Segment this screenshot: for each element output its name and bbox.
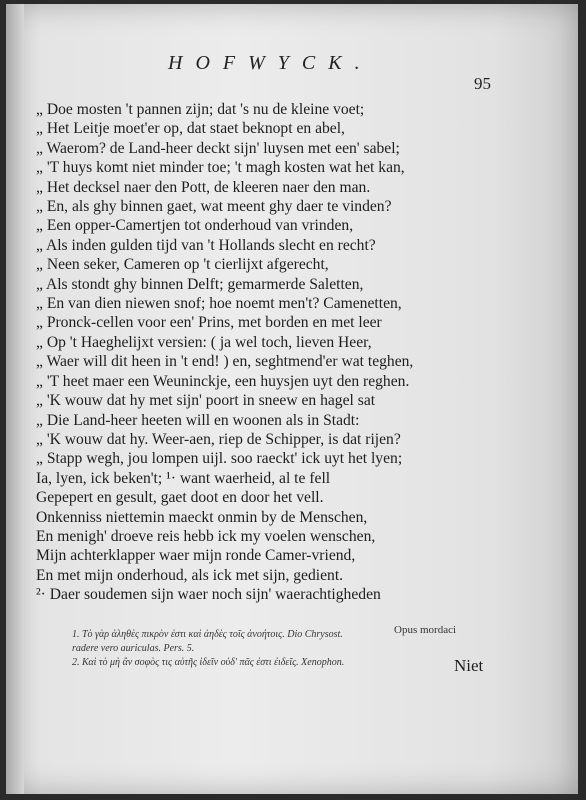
verse-line: „ Op 't Haeghelijxt versien: ( ja wel toch, lieven Heer, <box>36 333 372 351</box>
footnote: 1. Τὸ γὰρ ἀληθὲς πικρὸν ἐστι καὶ ἀηδὲς τοῖς ἀνοήτοις. Dio Chrysost. <box>72 629 343 640</box>
page-gutter-shadow <box>6 4 24 794</box>
verse-line: „ Stapp wegh, jou lompen uijl. soo raeckt' ick uyt het lyen; <box>36 450 403 468</box>
verse-line: „ Een opper-Camertjen tot onderhoud van vrinden, <box>36 217 354 235</box>
poem-text <box>36 100 506 605</box>
verse-line: En met mijn onderhoud, als ick met sijn, gedient. <box>36 566 344 584</box>
verse-line: „ Als inden gulden tijd van 't Hollands slecht en recht? <box>36 236 376 254</box>
verse-line: „ En, als ghy binnen gaet, wat meent ghy daer te vinden? <box>36 198 392 216</box>
book-page <box>6 4 578 794</box>
verse-line: „ Het Leitje moet'er op, dat staet beknopt en abel, <box>36 120 345 138</box>
verse-line: „ Waerom? de Land-heer deckt sijn' luysen met een' sabel; <box>36 139 400 157</box>
verse-line: „ Die Land-heer heeten will en woonen als in Stadt: <box>36 411 360 429</box>
verse-line: „ Neen seker, Cameren op 't cierlijxt afgerecht, <box>36 256 329 274</box>
footnote: radere vero auriculas. Pers. 5. <box>72 643 195 654</box>
verse-line: Gepepert en gesult, gaet doot en door het vell. <box>36 489 324 507</box>
verse-line: „ Pronck-cellen voor een' Prins, met borden en met leer <box>36 314 382 332</box>
catchword: Niet <box>454 656 484 675</box>
verse-line: „ Als stondt ghy binnen Delft; gemarmerde Saletten, <box>36 275 364 293</box>
verse-line: Mijn achterklapper waer mijn ronde Camer-vriend, <box>36 547 356 565</box>
verse-line: Ia, lyen, ick beken't; ¹· want waerheid, al te fell <box>36 469 331 487</box>
footnotes <box>72 628 492 670</box>
verse-line: „ Het decksel naer den Pott, de kleeren naer den man. <box>36 178 371 196</box>
verse-line: „ 'T heet maer een Weuninckje, een huysjen uyt den reghen. <box>36 372 410 390</box>
page-number: 95 <box>474 74 491 93</box>
verse-line: „ 'K wouw dat hy. Weer-aen, riep de Schipper, is dat rijen? <box>36 430 401 448</box>
verse-line: „ Waer will dit heen in 't end! ) en, seghtmend'er wat teghen, <box>36 353 414 371</box>
verse-line: ²· Daer soudemen sijn waer noch sijn' waerachtigheden <box>36 586 381 604</box>
verse-line: „ 'K wouw dat hy met sijn' poort in sneew en hagel sat <box>36 392 376 410</box>
running-title: HOFWYCK. <box>168 52 373 74</box>
verse-line: „ 'T huys komt niet minder toe; 't magh kosten wat het kan, <box>36 159 405 177</box>
page-header <box>6 46 578 93</box>
footnote: 2. Καὶ τὸ μὴ ἂν σοφὸς τις αὐτῆς ἰδεῖν οὐδ' πᾶς ἐστι ἐιδεῖς. Xenophon. <box>72 657 345 668</box>
verse-line: Onkenniss niettemin maeckt onmin by de Menschen, <box>36 508 368 526</box>
verse-line: En menigh' droeve reis hebb ick my voelen wenschen, <box>36 527 376 545</box>
verse-line: „ En van dien niewen snof; hoe noemt men't? Camenetten, <box>36 295 402 313</box>
verse-line: „ Doe mosten 't pannen zijn; dat 's nu de kleine voet; <box>36 101 365 118</box>
marginal-note: Opus mordaci <box>394 624 457 636</box>
